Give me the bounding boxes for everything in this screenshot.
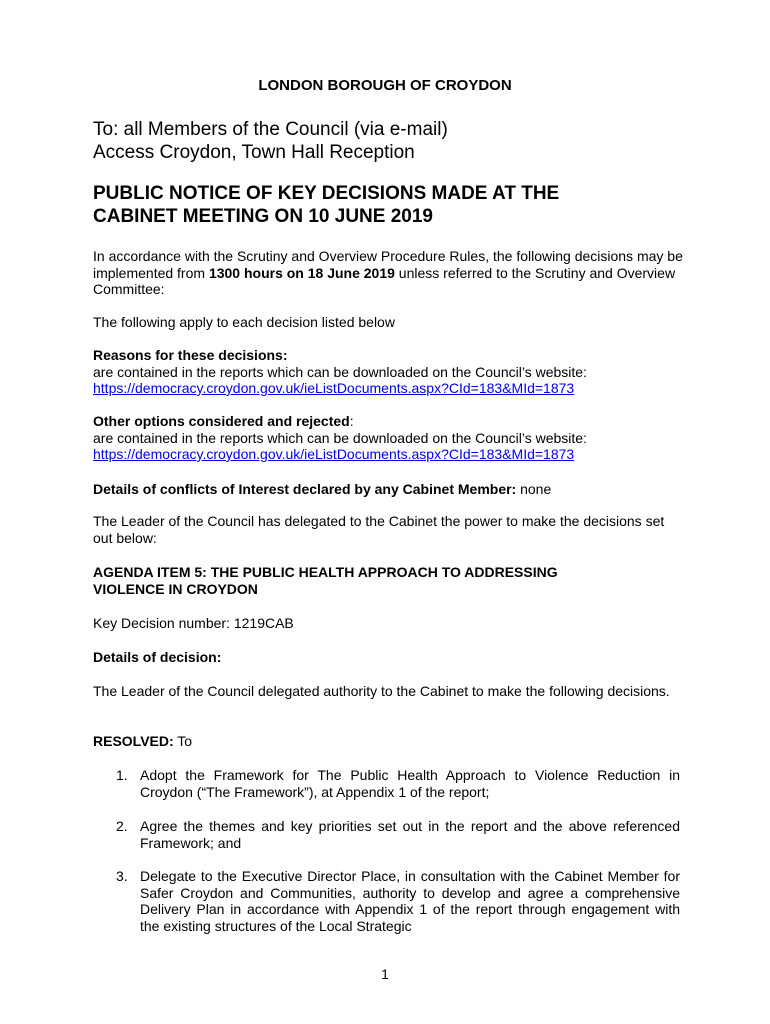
resolution-text: Adopt the Framework for The Public Health Approach to Violence Reduction in Croydon (“The Framework”), at Appendix 1 of the report; bbox=[140, 767, 680, 800]
resolved-text: To bbox=[173, 733, 193, 749]
resolution-number: 1. bbox=[116, 767, 128, 783]
page-number: 1 bbox=[381, 966, 389, 982]
agenda-item-heading bbox=[93, 564, 683, 597]
key-decision-number: Key Decision number: 1219CAB bbox=[93, 615, 294, 631]
notice-title-line-1: PUBLIC NOTICE OF KEY DECISIONS MADE AT THE bbox=[93, 183, 560, 204]
intro-text-2: unless referred to the Scrutiny and Overview Committee: bbox=[93, 264, 676, 297]
conflicts-label: Details of conflicts of Interest declared by any Cabinet Member: bbox=[93, 481, 517, 497]
notice-title-line-2: CABINET MEETING ON 10 JUNE 2019 bbox=[93, 206, 433, 227]
reasons-text: are contained in the reports which can be downloaded on the Council’s website: bbox=[93, 363, 587, 380]
resolved-label: RESOLVED: bbox=[93, 733, 174, 749]
agenda-item-line-1: AGENDA ITEM 5: THE PUBLIC HEALTH APPROACH TO ADDRESSING bbox=[93, 564, 558, 580]
other-options-section bbox=[93, 413, 683, 463]
other-options-text: are contained in the reports which can be downloaded on the Council’s website: bbox=[93, 429, 587, 446]
resolution-number: 2. bbox=[116, 818, 128, 834]
resolution-number: 3. bbox=[116, 868, 128, 884]
details-paragraph: The Leader of the Council delegated authority to the Cabinet to make the following decisions. bbox=[93, 683, 670, 699]
recipients bbox=[93, 118, 683, 164]
details-heading: Details of decision: bbox=[93, 649, 222, 665]
recipient-line-2: Access Croydon, Town Hall Reception bbox=[93, 142, 415, 163]
intro-paragraph bbox=[93, 248, 683, 298]
recipient-line-1: To: all Members of the Council (via e-mail) bbox=[93, 119, 448, 140]
reasons-link[interactable]: https://democracy.croydon.gov.uk/ieListDocuments.aspx?CId=183&MId=1873 bbox=[93, 380, 575, 396]
delegation-paragraph: The Leader of the Council has delegated to the Cabinet the power to make the decisions set out below: bbox=[93, 513, 665, 546]
reasons-section bbox=[93, 347, 683, 397]
resolved-line bbox=[93, 733, 683, 750]
conflicts-paragraph bbox=[93, 481, 683, 498]
notice-title bbox=[93, 182, 683, 228]
resolution-text: Agree the themes and key priorities set out in the report and the above referenced Framework; and bbox=[140, 818, 680, 851]
other-options-colon: : bbox=[349, 413, 354, 429]
apply-paragraph: The following apply to each decision listed below bbox=[93, 314, 395, 330]
resolution-text: Delegate to the Executive Director Place, in consultation with the Cabinet Member for Safer Croydon and Communities, authority to develop and agree a comprehensive Delivery Plan in accordance with Appendix 1 of the report through engagement with the existing structures of the Local Strategic bbox=[140, 868, 680, 934]
intro-text-1: In accordance with the Scrutiny and Overview Procedure Rules, the following decisions may be implemented from bbox=[93, 248, 683, 281]
other-options-link[interactable]: https://democracy.croydon.gov.uk/ieListDocuments.aspx?CId=183&MId=1873 bbox=[93, 446, 575, 462]
other-options-heading: Other options considered and rejected bbox=[93, 413, 350, 429]
conflicts-value: none bbox=[516, 481, 552, 497]
reasons-heading: Reasons for these decisions: bbox=[93, 347, 288, 363]
implementation-time: 1300 hours on 18 June 2019 bbox=[208, 264, 395, 281]
council-heading: LONDON BOROUGH OF CROYDON bbox=[258, 77, 512, 94]
agenda-item-line-2: VIOLENCE IN CROYDON bbox=[93, 580, 258, 597]
